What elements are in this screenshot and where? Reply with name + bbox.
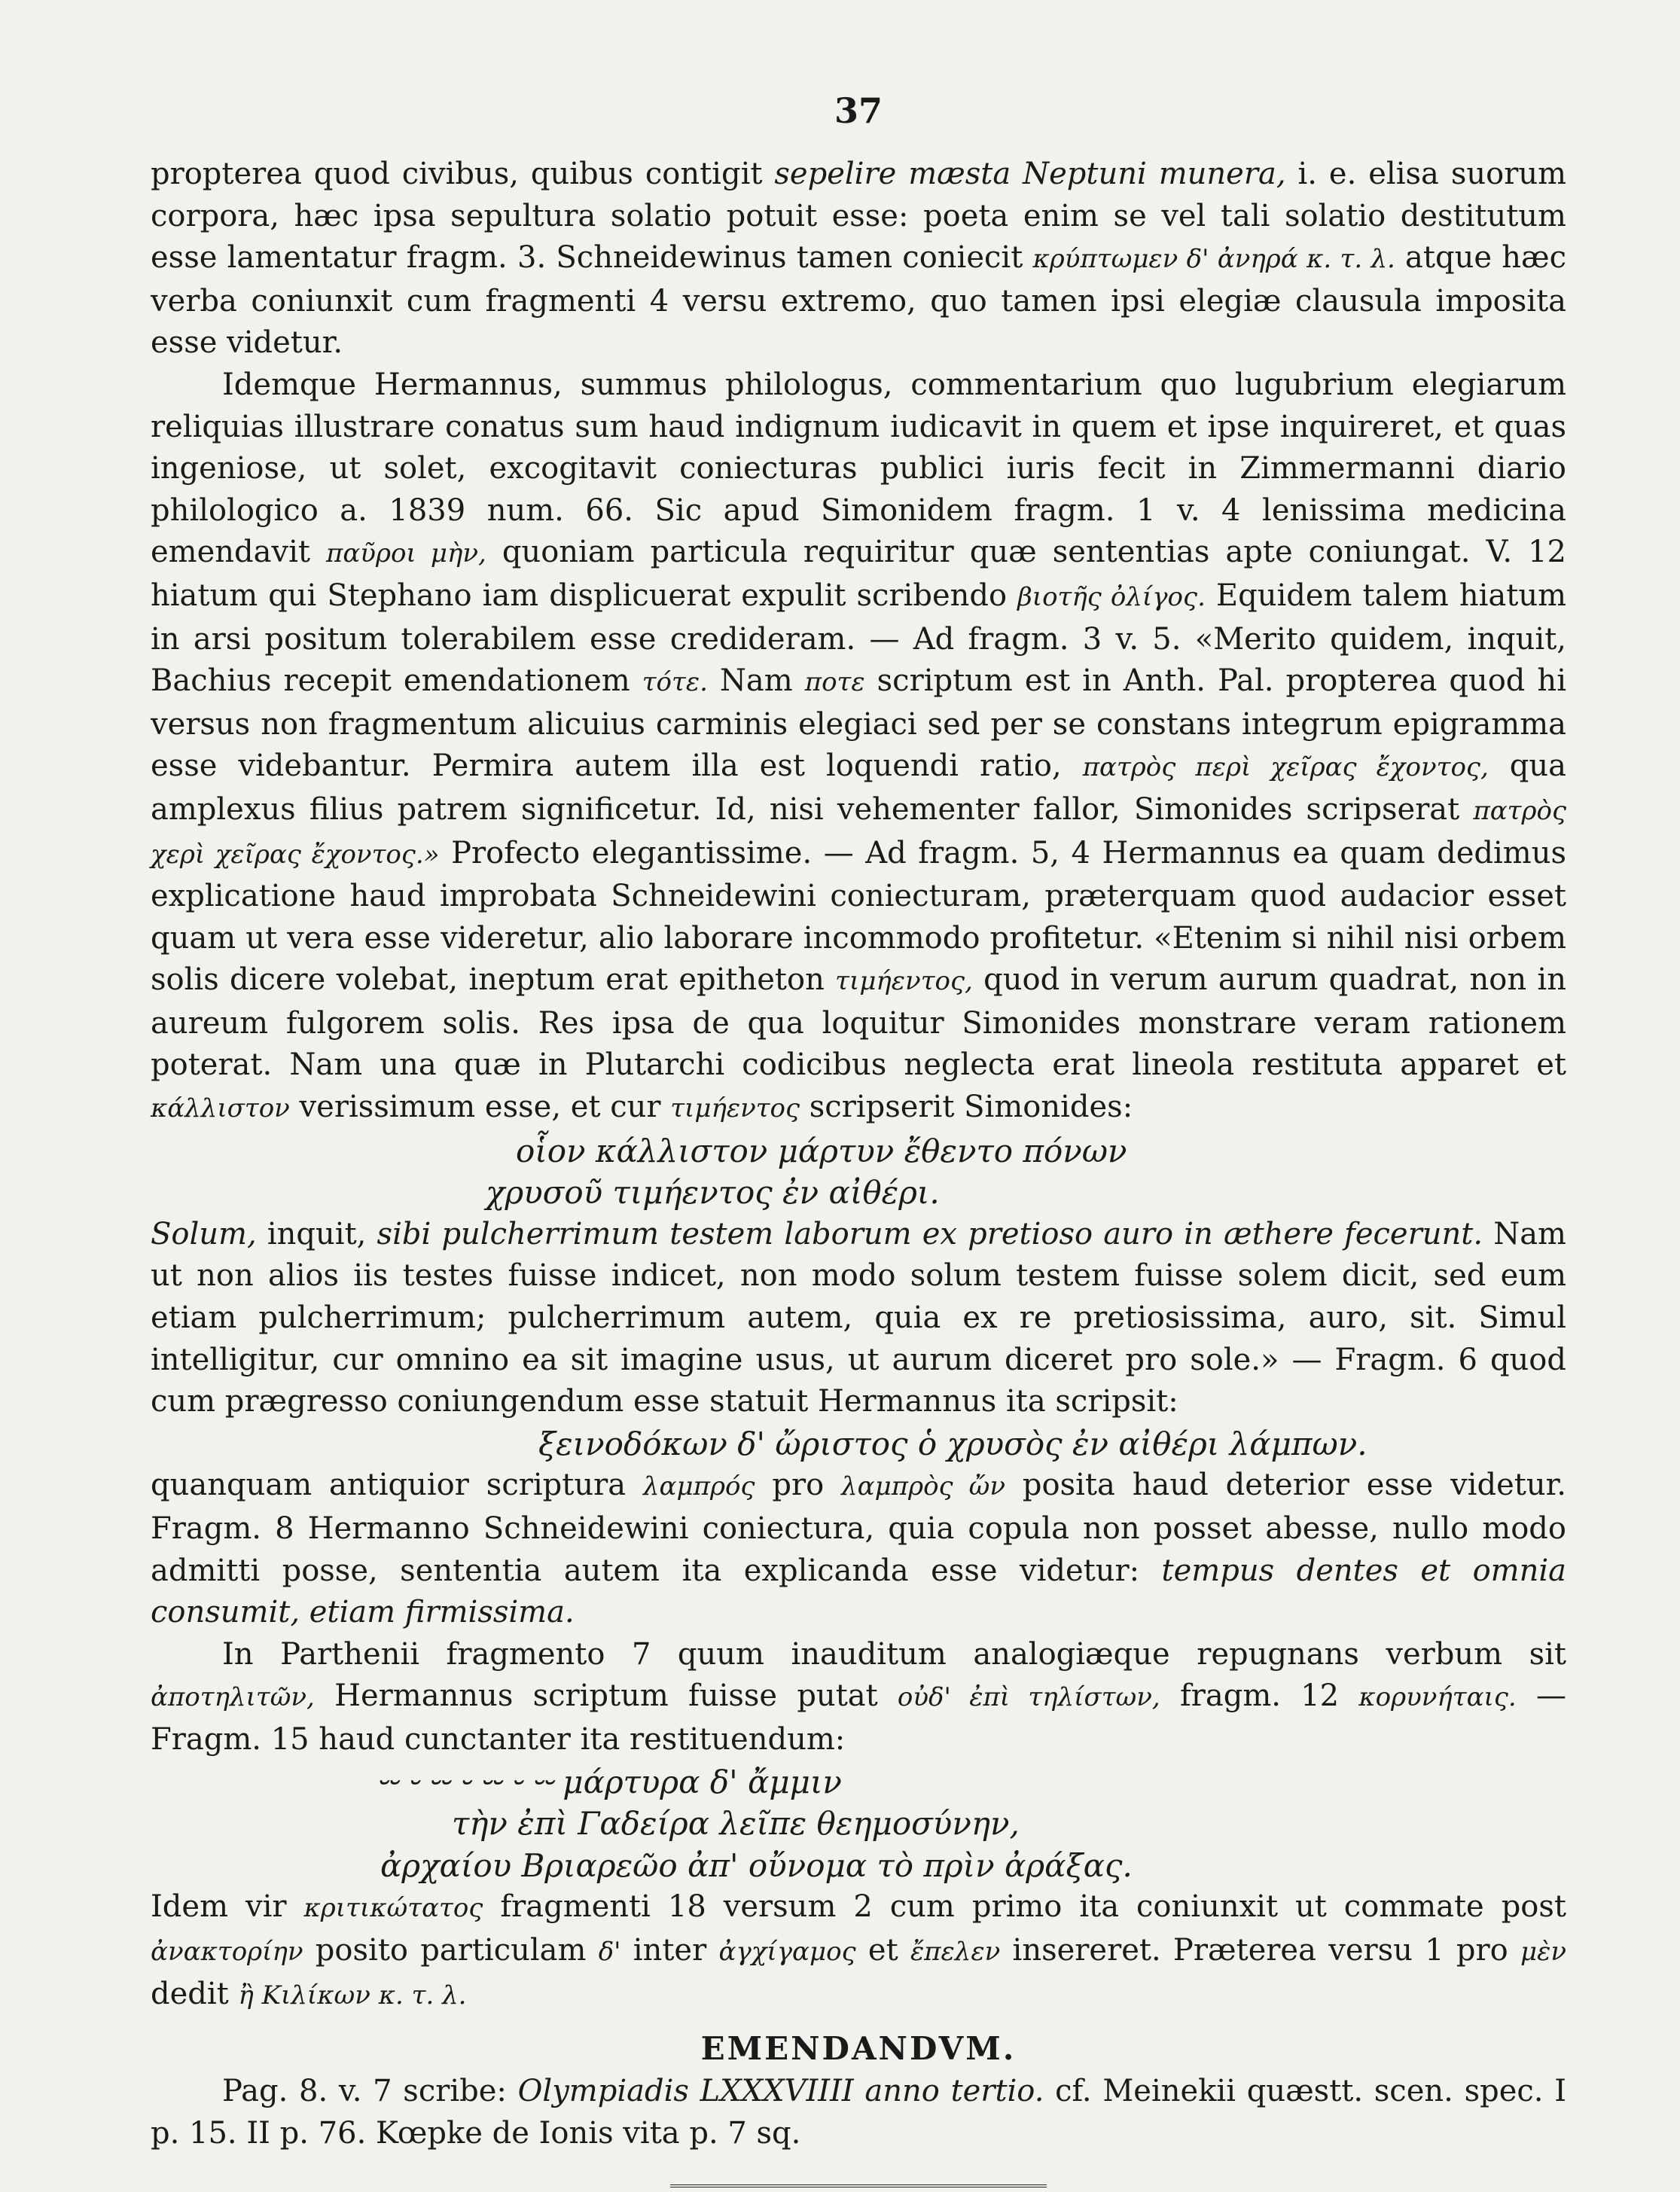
greek-run: τιμήεντος,: [835, 966, 973, 997]
italic-run: tempus dentes et omnia consumit, etiam firmissima.: [151, 1553, 1566, 1630]
emendandum-heading: EMENDANDVM.: [700, 2030, 1017, 2068]
paragraph-1: [151, 154, 1566, 364]
greek-run: ἀποτηλιτῶν,: [151, 1682, 315, 1713]
text-run: cf. Meinekii quæstt. scen. spec. I p. 15. II p. 76. Kœpke de Ionis vita p. 7 sq.: [151, 2074, 1567, 2151]
text-run: In Parthenii fragmento 7 quum inauditum analogiæque repugnans verbum sit: [222, 1636, 1566, 1672]
greek-run: πατρὸς χερὶ χεῖρας ἔχοντος.»: [151, 795, 1566, 870]
text-run: quanquam antiquior scriptura: [151, 1468, 643, 1503]
text-run: insereret. Præterea versu 1 pro: [1000, 1932, 1520, 1968]
text-run: quod in verum aurum quadrat, non in aureum fulgorem solis. Res ipsa de qua loquitur Simonides monstrare veram rationem poterat. Nam una quæ in Plutarchi codicibus neglecta erat lineola restituta apparet et: [151, 962, 1566, 1083]
verse-line: τὴν ἐπὶ Γαδείρα λεῖπε θεημοσύνην,: [452, 1805, 1020, 1843]
paragraph-6: [151, 1886, 1566, 2017]
text-run: et: [855, 1932, 910, 1968]
greek-run: ποτε: [804, 667, 865, 698]
greek-run: ἀνακτορίην: [151, 1936, 303, 1967]
paragraph-2: [151, 364, 1566, 1130]
text-run: propterea quod civibus, quibus contigit: [151, 157, 775, 191]
text-run: posito particulam: [303, 1932, 599, 1968]
text-run: Nam: [707, 663, 805, 699]
greek-run: ἔπελεν: [910, 1936, 1001, 1967]
text-run: Nam ut non alios iis testes fuisse indicet, non modo solum testem fuisse solem dicit, sed eum etiam pulcherrimum; pulcherrimum autem, quia ex re pretiosissima, auro, sit. Simul intelligitur, cur omnino ea sit imagine usus, ut aurum diceret pro sole.» — Fragm. 6 quod cum prægresso coniungendum esse statuit Hermannus ita scripsit:: [151, 1216, 1566, 1419]
greek-run: δ': [598, 1936, 621, 1967]
text-run: quoniam particula requiritur quæ sententias apte coniungat. V. 12 hiatum qui Stephano iam displicuerat expulit scribendo: [151, 535, 1567, 613]
italic-run: Solum,: [151, 1216, 257, 1251]
greek-run: βιοτῆς ὀλίγος.: [1017, 581, 1206, 612]
text-run: fragm. 12: [1160, 1678, 1359, 1714]
text-run: pro: [755, 1468, 842, 1503]
closing-rule: [670, 2184, 1047, 2192]
verse-line: ἀρχαίου Βριαρεῶο ἀπ' οὔνομα τὸ πρὶν ἀράξας.: [380, 1846, 1133, 1884]
greek-run: οὐδ' ἐπὶ τηλίστων,: [897, 1682, 1160, 1713]
greek-run: τιμήεντος: [670, 1093, 800, 1124]
paragraph-3: [151, 1214, 1566, 1423]
text-run: Idemque Hermannus, summus philologus, commentarium quo lugubrium elegiarum reliquias illustrare conatus sum haud indignum iudicavit in quem et ipse inquireret, et quas ingeniose, ut solet, excogitavit coniecturas publici iuris fecit in Zimmermanni diario philologico a. 1839 num. 66. Sic apud Simonidem fragm. 1 v. 4 lenissima medicina emendavit: [151, 367, 1566, 570]
text-run: Hermannus scriptum fuisse putat: [314, 1678, 898, 1714]
text-run: scripserit Simonides:: [800, 1090, 1133, 1125]
italic-run: sibi pulcherrimum testem laborum ex pretioso auro in æthere fecerunt.: [377, 1216, 1483, 1251]
text-run: Profecto elegantissime. — Ad fragm. 5, 4 Hermannus ea quam dedimus explicatione haud improbata Schneidewini coniecturam, præterquam quod audacior esset quam ut vera esse videretur, alio laborare incommodo profitetur. «Etenim si nihil nisi orbem solis dicere volebat, ineptum erat epitheton: [151, 835, 1566, 998]
text-run: scriptum est in Anth. Pal. propterea quod hi versus non fragmentum alicuius carminis elegiaci sed per se constans integrum epigramma esse videbantur. Permira autem illa est loquendi ratio,: [151, 663, 1566, 784]
greek-run: τότε.: [642, 667, 708, 698]
text-run: atque hæc verba coniunxit cum fragmenti 4 versu extremo, quo tamen ipsi elegiæ clausula imposita esse videtur.: [151, 240, 1566, 361]
greek-run: κορυνήταις.: [1358, 1682, 1517, 1713]
text-run: Idem vir: [151, 1889, 304, 1925]
italic-run: sepelire mæsta Neptuni munera,: [774, 157, 1286, 191]
greek-run: πατρὸς περὶ χεῖρας ἔχοντος,: [1082, 752, 1489, 783]
greek-run: λαμπρὸς ὤν: [841, 1471, 1005, 1502]
greek-run: κριτικώτατος: [303, 1893, 483, 1924]
text-run: Equidem talem hiatum in arsi positum tolerabilem esse credideram. — Ad fragm. 3 v. 5. «Merito quidem, inquit, Bachius recepit emendationem: [151, 578, 1567, 699]
verse-line: χρυσοῦ τιμήεντος ἐν αἰθέρι.: [486, 1174, 940, 1212]
verse-line: οἷον κάλλιστον μάρτυν ἔθεντο πόνων: [516, 1132, 1127, 1169]
text-run: i. e. elisa suorum corpora, hæc ipsa sepultura solatio potuit esse: poeta enim se vel tali solatio destitutum esse lamentatur fragm. 3. Schneidewinus tamen coniecit: [151, 157, 1567, 276]
greek-run: ἀγχίγαμος: [718, 1936, 856, 1967]
text-run: dedit: [151, 1976, 239, 2011]
greek-run: κάλλιστον: [151, 1093, 290, 1124]
greek-run: παῦροι μὴν,: [325, 538, 486, 569]
greek-run: λαμπρός: [643, 1471, 755, 1502]
text-run: qua amplexus filius patrem significetur. Id, nisi vehementer fallor, Simonides scripserat: [151, 748, 1567, 827]
text-run: inter: [620, 1932, 719, 1968]
paragraph-4: [151, 1465, 1566, 1633]
text-run: inquit,: [256, 1216, 377, 1251]
emendandum-paragraph: [151, 2071, 1566, 2154]
text-run: — Fragm. 15 haud cunctanter ita restituendum:: [151, 1678, 1566, 1757]
verse-line: ξεινοδόκων δ' ὤριστος ὁ χρυσὸς ἐν αἰθέρι λάμπων.: [538, 1425, 1367, 1462]
greek-run: ἢ Κιλίκων κ. τ. λ.: [238, 1980, 467, 2011]
page-number: 37: [834, 90, 883, 131]
text-run: Pag. 8. v. 7 scribe:: [222, 2074, 518, 2109]
document-page: [151, 90, 1566, 2192]
greek-run: μὲν: [1520, 1936, 1567, 1967]
greek-run: κρύπτωμεν δ' ἀνηρά κ. τ. λ.: [1032, 244, 1395, 275]
verse-line: ⏑⏑ ⏑ ⏑⏑ ⏑ ⏑⏑ ⏑ ⏑⏑ μάρτυρα δ' ἄμμιν: [377, 1763, 842, 1800]
text-run: posita haud deterior esse videtur. Fragm. 8 Hermanno Schneidewini coniectura, quia copula non posset abesse, nullo modo admitti posse, sententia autem ita explicanda esse videtur:: [151, 1468, 1567, 1588]
paragraph-5: [151, 1634, 1566, 1761]
text-run: fragmenti 18 versum 2 cum primo ita coniunxit ut commate post: [483, 1889, 1566, 1925]
text-run: verissimum esse, et cur: [289, 1090, 671, 1125]
double-rule: [670, 2184, 1047, 2192]
italic-run: Olympiadis LXXXVIIII anno tertio.: [517, 2074, 1044, 2109]
